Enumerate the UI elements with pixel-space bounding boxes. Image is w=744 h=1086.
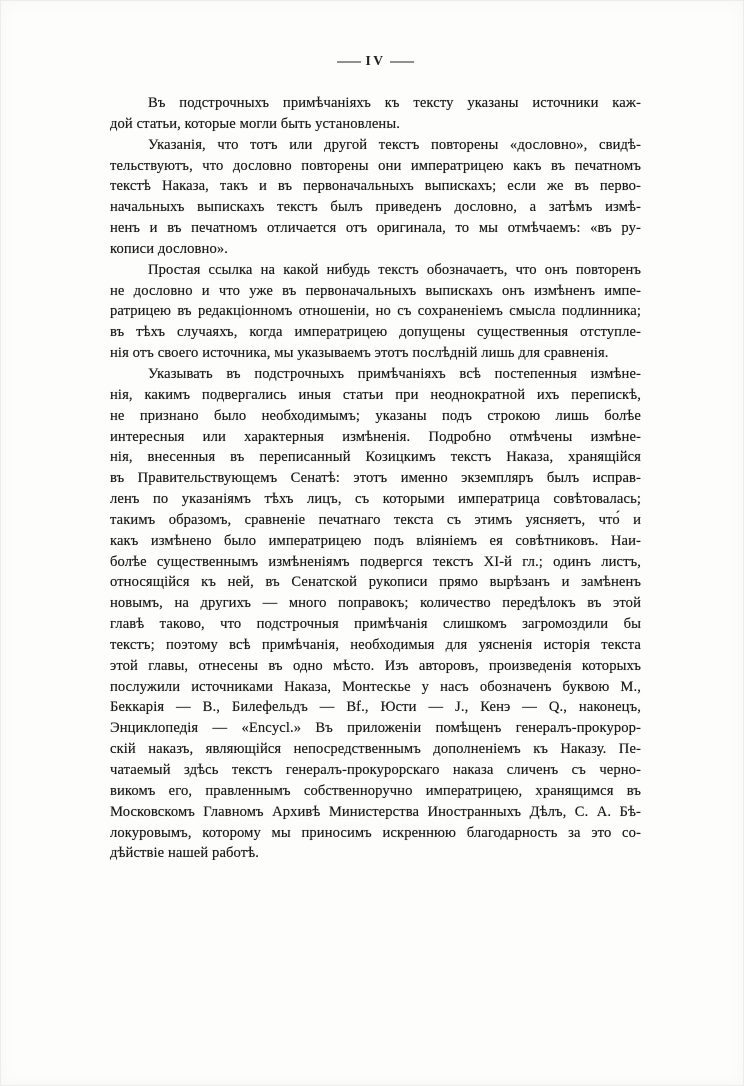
text-line: Энциклопедія — «Encycl.» Въ приложеніи помѣщенъ генералъ-прокурор- xyxy=(110,720,641,737)
text-line: текстъ; поэтому всѣ примѣчанія, необходимыя для уясненія исторія текста xyxy=(110,636,641,653)
text-line: нія, внесенныя въ переписанный Козицкимъ текстъ Наказа, хранящійся xyxy=(110,449,641,466)
text-line: Беккарія — B., Билефельдъ — Bf., Юсти — J., Кенэ — Q., наконецъ, xyxy=(110,699,641,716)
text-line: послужили источниками Наказа, Монтескье у насъ обозначенъ буквою М., xyxy=(110,678,641,695)
text-line: дѣйствіе нашей работѣ. xyxy=(110,845,259,862)
text-line: ненъ и въ печатномъ отличается отъ оригинала, то мы отмѣчаемъ: «въ ру- xyxy=(110,220,641,237)
page-header xyxy=(110,53,641,70)
paragraph-sources-note xyxy=(110,93,641,135)
paragraph-verbatim-note xyxy=(110,135,641,260)
page-number: IV xyxy=(365,53,386,68)
text-line: начальныхъ выпискахъ текстъ былъ приведенъ дословно, а затѣмъ измѣ- xyxy=(110,199,641,216)
text-line: новымъ, на другихъ — много поправокъ; количество передѣлокъ въ этой xyxy=(110,595,641,612)
text-line: Указывать въ подстрочныхъ примѣчаніяхъ всѣ постепенныя измѣне- xyxy=(148,365,641,382)
text-line: Указанія, что тотъ или другой текстъ повторены «дословно», свидѣ- xyxy=(148,136,641,153)
text-line: скій наказъ, являющійся непосредственнымъ дополненіемъ къ Наказу. Пе- xyxy=(110,741,641,758)
text-line: не дословно и что уже въ первоначальныхъ выпискахъ онъ измѣненъ импе- xyxy=(110,282,641,299)
header-left-dash: — xyxy=(337,54,362,69)
text-line: Простая ссылка на какой нибудь текстъ обозначаетъ, что онъ повторенъ xyxy=(148,261,641,278)
text-line: какъ измѣнено было императрицею подъ вліяніемъ ея совѣтниковъ. Наи- xyxy=(110,532,641,549)
text-line: локуровымъ, которому мы приносимъ искреннюю благодарность за это со- xyxy=(110,824,641,841)
paragraph-simple-reference xyxy=(110,260,641,364)
text-line: викомъ его, правленнымъ собственноручно императрицею, хранящимся въ xyxy=(110,782,641,799)
text-line: ленъ по указаніямъ тѣхъ лицъ, съ которыми императрица совѣтовалась; xyxy=(110,491,641,508)
text-line: такимъ образомъ, сравненіе печатнаго текста съ этимъ уясняетъ, что́ и xyxy=(110,511,641,528)
text-line: Московскомъ Главномъ Архивѣ Министерства Иностранныхъ Дѣлъ, С. А. Бѣ- xyxy=(110,803,641,820)
text-line: главѣ таково, что подстрочныя примѣчанія слишкомъ загромоздили бы xyxy=(110,616,641,633)
text-line: чатаемый здѣсь текстъ генералъ-прокурорскаго наказа сличенъ съ черно- xyxy=(110,762,641,778)
text-line: дой статьи, которые могли быть установлены. xyxy=(110,115,400,132)
text-line: нія отъ своего источника, мы указываемъ этотъ послѣдній лишь для сравненія. xyxy=(110,345,609,362)
text-line: тельствуютъ, что дословно повторены они императрицею какъ въ печатномъ xyxy=(110,157,641,174)
text-line: этой главы, отнесены въ одно мѣсто. Изъ авторовъ, произведенія которыхъ xyxy=(110,657,641,674)
text-line: въ Правительствующемъ Сенатѣ: этотъ именно экземпляръ былъ исправ- xyxy=(110,470,641,487)
text-line: въ тѣхъ случаяхъ, когда императрицею допущены существенныя отступле- xyxy=(110,324,641,341)
text-line: болѣе существеннымъ измѣненіямъ подвергся текстъ XI-й гл.; одинъ листъ, xyxy=(110,553,641,570)
text-line: относящійся къ ней, въ Сенатской рукописи прямо вырѣзанъ и замѣненъ xyxy=(110,574,641,591)
text-block xyxy=(110,93,641,864)
text-line: кописи дословно». xyxy=(110,240,228,257)
text-line: текстѣ Наказа, такъ и въ первоначальныхъ выпискахъ; если же въ перво- xyxy=(110,178,641,195)
text-line: ратрицею въ редакціонномъ отношеніи, но съ сохраненіемъ смысла подлинника; xyxy=(110,303,641,320)
text-line: не признано было необходимымъ; указаны подъ строкою лишь болѣе xyxy=(110,407,641,424)
text-line: интересныя или характерныя измѣненія. Подробно отмѣчены измѣне- xyxy=(110,428,641,445)
text-line: нія, какимъ подвергались иныя статьи при неоднократной ихъ перепискѣ, xyxy=(110,386,641,403)
paragraph-changes-and-sources xyxy=(110,364,641,864)
text-line: Въ подстрочныхъ примѣчаніяхъ къ тексту указаны источники каж- xyxy=(148,95,641,111)
header-right-dash: — xyxy=(389,54,414,69)
